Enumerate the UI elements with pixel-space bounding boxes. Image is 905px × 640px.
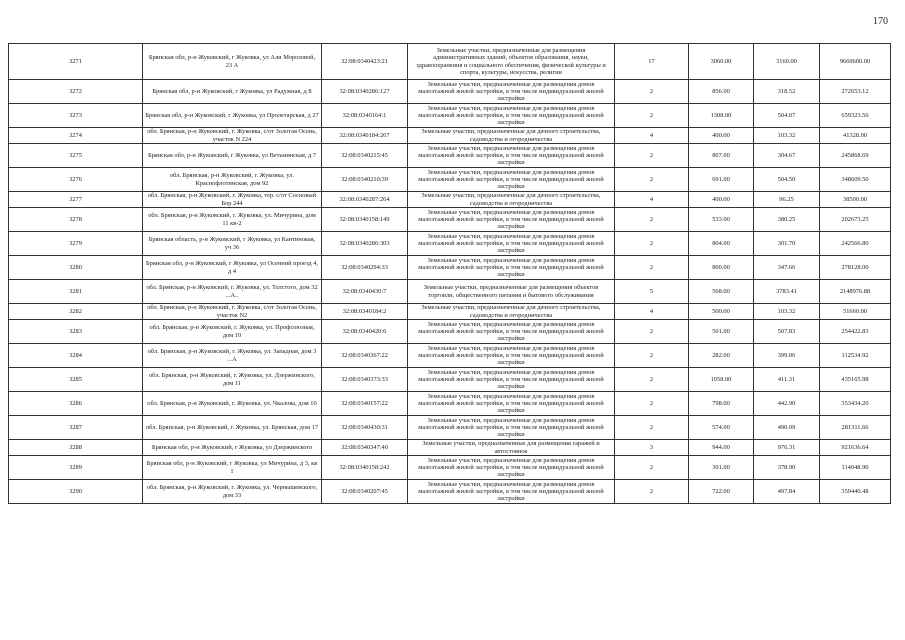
table-body <box>9 44 891 504</box>
cadastral-number-cell: 32:08:0340287:264 <box>322 192 408 208</box>
use-group-cell: 3 <box>615 440 689 456</box>
row-number: 3284 <box>9 344 143 368</box>
land-use-cell: Земельные участки, предназначенные для дачного строительства, садоводства и огородничества <box>408 192 615 208</box>
table-row <box>9 368 891 392</box>
table-row <box>9 392 891 416</box>
specific-value-cell: 442.90 <box>754 392 820 416</box>
table-row <box>9 416 891 440</box>
address-cell: Брянская обл, р-н Жуковский, г Жуковка, ул Ветьминская, д 7 <box>143 144 322 168</box>
land-registry-table <box>8 43 891 504</box>
cadastral-value-cell: 921636.64 <box>820 440 891 456</box>
cadastral-value-cell: 9669600.00 <box>820 44 891 80</box>
row-number: 3282 <box>9 304 143 320</box>
area-cell: 400.00 <box>689 128 754 144</box>
area-cell: 1058.00 <box>689 368 754 392</box>
specific-value-cell: 507.83 <box>754 320 820 344</box>
table-row <box>9 320 891 344</box>
cadastral-number-cell: 32:08:0340210:39 <box>322 168 408 192</box>
table-row <box>9 144 891 168</box>
row-number: 3278 <box>9 208 143 232</box>
table-row <box>9 344 891 368</box>
address-cell: Брянская обл, р-н Жуковский, г Жуковка, ул Радужная, д 8 <box>143 80 322 104</box>
use-group-cell: 2 <box>615 168 689 192</box>
land-use-cell: Земельные участки, предназначенные для размещения домов малоэтажной жилой застройки, в том числе индивидуальной жилой застройки <box>408 144 615 168</box>
table-row <box>9 128 891 144</box>
area-cell: 722.00 <box>689 480 754 504</box>
specific-value-cell: 96.25 <box>754 192 820 208</box>
row-number: 3280 <box>9 256 143 280</box>
address-cell: обл. Брянская, р-н Жуковский, г. Жуковка, ул. Толстого, дом 32 ...А.. <box>143 280 322 304</box>
table-row <box>9 80 891 104</box>
use-group-cell: 2 <box>615 480 689 504</box>
address-cell: обл. Брянская, р-н Жуковский, г. Жуковка, с/от Золотая Осень, участок N2 <box>143 304 322 320</box>
cadastral-value-cell: 38500.00 <box>820 192 891 208</box>
cadastral-value-cell: 254422.83 <box>820 320 891 344</box>
row-number: 3276 <box>9 168 143 192</box>
area-cell: 807.00 <box>689 144 754 168</box>
table-row <box>9 304 891 320</box>
address-cell: обл. Брянская, р-н Жуковский, г. Жуковка, ул. Мичурина, дом 11 кв-2 <box>143 208 322 232</box>
address-cell: обл. Брянская, р-н Жуковский, г. Жуковка, ул. Краснофлотинская, дом 92 <box>143 168 322 192</box>
table-row <box>9 44 891 80</box>
use-group-cell: 2 <box>615 256 689 280</box>
specific-value-cell: 497.84 <box>754 480 820 504</box>
cadastral-value-cell: 359440.48 <box>820 480 891 504</box>
use-group-cell: 2 <box>615 320 689 344</box>
area-cell: 400.00 <box>689 192 754 208</box>
cadastral-value-cell: 435165.98 <box>820 368 891 392</box>
cadastral-number-cell: 32:08:0340423:21 <box>322 44 408 80</box>
table-row <box>9 104 891 128</box>
address-cell: обл. Брянская, р-н Жуковский, г. Жуковка, ул. Дзержинского, дом 11 <box>143 368 322 392</box>
land-use-cell: Земельные участки, предназначенные для размещения административных зданий, объектов образования, науки, здравоохранения и социального обеспечения, физической культуры и спорта, культуры, искусства, религии <box>408 44 615 80</box>
area-cell: 856.00 <box>689 80 754 104</box>
address-cell: Брянская область, р-н Жуковский, г Жуковка, ул Кантиновая, уч 36 <box>143 232 322 256</box>
cadastral-value-cell: 245868.69 <box>820 144 891 168</box>
table-row <box>9 280 891 304</box>
cadastral-value-cell: 272653.12 <box>820 80 891 104</box>
use-group-cell: 4 <box>615 128 689 144</box>
table-row <box>9 192 891 208</box>
specific-value-cell: 318.52 <box>754 80 820 104</box>
address-cell: обл. Брянская, р-н Жуковский, г. Жуковка, ул. Западная, дом 3 ...А <box>143 344 322 368</box>
cadastral-value-cell: 278128.00 <box>820 256 891 280</box>
cadastral-value-cell: 114048.90 <box>820 456 891 480</box>
specific-value-cell: 3783.41 <box>754 280 820 304</box>
cadastral-value-cell: 659323.56 <box>820 104 891 128</box>
table-row <box>9 208 891 232</box>
table-row <box>9 440 891 456</box>
specific-value-cell: 103.32 <box>754 304 820 320</box>
use-group-cell: 2 <box>615 416 689 440</box>
cadastral-number-cell: 32:08:0340215:45 <box>322 144 408 168</box>
specific-value-cell: 103.32 <box>754 128 820 144</box>
use-group-cell: 2 <box>615 80 689 104</box>
land-use-cell: Земельные участки, предназначенные для размещения домов малоэтажной жилой застройки, в том числе индивидуальной жилой застройки <box>408 80 615 104</box>
cadastral-number-cell: 32:08:0340157:22 <box>322 392 408 416</box>
cadastral-number-cell: 32:08:0340367:22 <box>322 344 408 368</box>
cadastral-number-cell: 32:08:0340294:33 <box>322 256 408 280</box>
address-cell: Брянская обл, р-н Жуковский, г Жуковка, ул Пролетарская, д 27 <box>143 104 322 128</box>
cadastral-value-cell: 353434.20 <box>820 392 891 416</box>
land-use-cell: Земельные участки, предназначенные для размещения домов малоэтажной жилой застройки, в том числе индивидуальной жилой застройки <box>408 416 615 440</box>
land-use-cell: Земельные участки, предназначенные для размещения объектов торговли, общественного питания и бытового обслуживания <box>408 280 615 304</box>
land-use-cell: Земельные участки, предназначенные для размещения домов малоэтажной жилой застройки, в том числе индивидуальной жилой застройки <box>408 104 615 128</box>
table-row <box>9 480 891 504</box>
specific-value-cell: 504.50 <box>754 168 820 192</box>
specific-value-cell: 399.06 <box>754 344 820 368</box>
cadastral-number-cell: 32:08:0340420:6 <box>322 320 408 344</box>
use-group-cell: 2 <box>615 392 689 416</box>
area-cell: 691.00 <box>689 168 754 192</box>
specific-value-cell: 304.67 <box>754 144 820 168</box>
land-use-cell: Земельные участки, предназначенные для дачного строительства, садоводства и огородничества <box>408 304 615 320</box>
cadastral-number-cell: 32:08:0340347:40 <box>322 440 408 456</box>
row-number: 3279 <box>9 232 143 256</box>
address-cell: обл. Брянская, р-н Жуковский, г. Жуковка, тер. с/от Сосновый Бор 244 <box>143 192 322 208</box>
row-number: 3289 <box>9 456 143 480</box>
land-use-cell: Земельные участки, предназначенные для размещения домов малоэтажной жилой застройки, в том числе индивидуальной жилой застройки <box>408 480 615 504</box>
land-use-cell: Земельные участки, предназначенные для размещения гаражей и автостоянок <box>408 440 615 456</box>
use-group-cell: 2 <box>615 208 689 232</box>
land-use-cell: Земельные участки, предназначенные для размещения домов малоэтажной жилой застройки, в том числе индивидуальной жилой застройки <box>408 456 615 480</box>
row-number: 3273 <box>9 104 143 128</box>
area-cell: 301.00 <box>689 456 754 480</box>
area-cell: 501.00 <box>689 320 754 344</box>
address-cell: обл. Брянская, р-н Жуковский, г. Жуковка, с/от Золотая Осень, участок N 224 <box>143 128 322 144</box>
row-number: 3290 <box>9 480 143 504</box>
address-cell: обл. Брянская, р-н Жуковский, г. Жуковка, ул. Чкалова, дом 10 <box>143 392 322 416</box>
specific-value-cell: 347.66 <box>754 256 820 280</box>
cadastral-value-cell: 51660.00 <box>820 304 891 320</box>
address-cell: обл. Брянская, р-н Жуковский, г. Жуковка, ул. Профсоюзная, дом 10 <box>143 320 322 344</box>
address-cell: Брянская обл, р-н Жуковский, г Жуковка, ул Али Морозовой, 23 А <box>143 44 322 80</box>
area-cell: 1308.00 <box>689 104 754 128</box>
row-number: 3272 <box>9 80 143 104</box>
land-use-cell: Земельные участки, предназначенные для размещения домов малоэтажной жилой застройки, в том числе индивидуальной жилой застройки <box>408 320 615 344</box>
row-number: 3274 <box>9 128 143 144</box>
page-number: 170 <box>873 16 888 27</box>
use-group-cell: 2 <box>615 104 689 128</box>
row-number: 3281 <box>9 280 143 304</box>
area-cell: 800.00 <box>689 256 754 280</box>
cadastral-number-cell: 32:08:0340207:45 <box>322 480 408 504</box>
address-cell: Брянская обл, р-н Жуковский, г Жуковка, ул Дзержинского <box>143 440 322 456</box>
land-use-cell: Земельные участки, предназначенные для размещения домов малоэтажной жилой застройки, в том числе индивидуальной жилой застройки <box>408 208 615 232</box>
area-cell: 500.00 <box>689 304 754 320</box>
specific-value-cell: 301.70 <box>754 232 820 256</box>
cadastral-number-cell: 32:08:0340158:242 <box>322 456 408 480</box>
area-cell: 568.00 <box>689 280 754 304</box>
land-use-cell: Земельные участки, предназначенные для дачного строительства, садоводства и огородничества <box>408 128 615 144</box>
cadastral-value-cell: 41328.00 <box>820 128 891 144</box>
cadastral-number-cell: 32:08:0340184:267 <box>322 128 408 144</box>
cadastral-value-cell: 112534.92 <box>820 344 891 368</box>
table-row <box>9 168 891 192</box>
address-cell: обл. Брянская, р-н Жуковский, г. Жуковка, ул. Чернышевского, дом 33 <box>143 480 322 504</box>
specific-value-cell: 3160.00 <box>754 44 820 80</box>
cadastral-value-cell: 2148976.88 <box>820 280 891 304</box>
land-use-cell: Земельные участки, предназначенные для размещения домов малоэтажной жилой застройки, в том числе индивидуальной жилой застройки <box>408 232 615 256</box>
specific-value-cell: 490.09 <box>754 416 820 440</box>
cadastral-number-cell: 32:08:0340373:33 <box>322 368 408 392</box>
area-cell: 944.00 <box>689 440 754 456</box>
table-row <box>9 456 891 480</box>
row-number: 3286 <box>9 392 143 416</box>
cadastral-number-cell: 32:08:0340286:303 <box>322 232 408 256</box>
area-cell: 533.00 <box>689 208 754 232</box>
use-group-cell: 17 <box>615 44 689 80</box>
row-number: 3283 <box>9 320 143 344</box>
land-use-cell: Земельные участки, предназначенные для размещения домов малоэтажной жилой застройки, в том числе индивидуальной жилой застройки <box>408 256 615 280</box>
cadastral-value-cell: 281311.66 <box>820 416 891 440</box>
cadastral-number-cell: 32:08:0340184:2 <box>322 304 408 320</box>
area-cell: 282.00 <box>689 344 754 368</box>
use-group-cell: 2 <box>615 232 689 256</box>
cadastral-number-cell: 32:08:0340430:31 <box>322 416 408 440</box>
use-group-cell: 2 <box>615 456 689 480</box>
cadastral-number-cell: 32:08:0340286:127 <box>322 80 408 104</box>
cadastral-number-cell: 32:08:0340158:149 <box>322 208 408 232</box>
use-group-cell: 4 <box>615 304 689 320</box>
specific-value-cell: 976.31 <box>754 440 820 456</box>
row-number: 3287 <box>9 416 143 440</box>
cadastral-value-cell: 202673.25 <box>820 208 891 232</box>
use-group-cell: 2 <box>615 344 689 368</box>
use-group-cell: 4 <box>615 192 689 208</box>
land-use-cell: Земельные участки, предназначенные для размещения домов малоэтажной жилой застройки, в том числе индивидуальной жилой застройки <box>408 344 615 368</box>
specific-value-cell: 380.25 <box>754 208 820 232</box>
area-cell: 804.00 <box>689 232 754 256</box>
table-row <box>9 256 891 280</box>
row-number: 3275 <box>9 144 143 168</box>
land-use-cell: Земельные участки, предназначенные для размещения домов малоэтажной жилой застройки, в том числе индивидуальной жилой застройки <box>408 168 615 192</box>
specific-value-cell: 411.31 <box>754 368 820 392</box>
address-cell: Брянская обл, р-н Жуковский, г Жуковка, ул Осенний проезд 4, д 4 <box>143 256 322 280</box>
cadastral-value-cell: 348609.50 <box>820 168 891 192</box>
row-number: 3277 <box>9 192 143 208</box>
area-cell: 798.00 <box>689 392 754 416</box>
area-cell: 574.00 <box>689 416 754 440</box>
specific-value-cell: 378.90 <box>754 456 820 480</box>
cadastral-number-cell: 32:08:0340164:1 <box>322 104 408 128</box>
address-cell: обл. Брянская, р-н Жуковский, г. Жуковка, ул. Брянская, дом 17 <box>143 416 322 440</box>
land-use-cell: Земельные участки, предназначенные для размещения домов малоэтажной жилой застройки, в том числе индивидуальной жилой застройки <box>408 392 615 416</box>
use-group-cell: 5 <box>615 280 689 304</box>
cadastral-value-cell: 242566.80 <box>820 232 891 256</box>
row-number: 3271 <box>9 44 143 80</box>
use-group-cell: 2 <box>615 368 689 392</box>
specific-value-cell: 504.07 <box>754 104 820 128</box>
address-cell: Брянская обл, р-н Жуковский, г Жуковка, ул Мичурина, д 3, кв 1 <box>143 456 322 480</box>
land-use-cell: Земельные участки, предназначенные для размещения домов малоэтажной жилой застройки, в том числе индивидуальной жилой застройки <box>408 368 615 392</box>
cadastral-number-cell: 32:08:0340430:7 <box>322 280 408 304</box>
area-cell: 3060.00 <box>689 44 754 80</box>
row-number: 3285 <box>9 368 143 392</box>
use-group-cell: 2 <box>615 144 689 168</box>
row-number: 3288 <box>9 440 143 456</box>
table-row <box>9 232 891 256</box>
